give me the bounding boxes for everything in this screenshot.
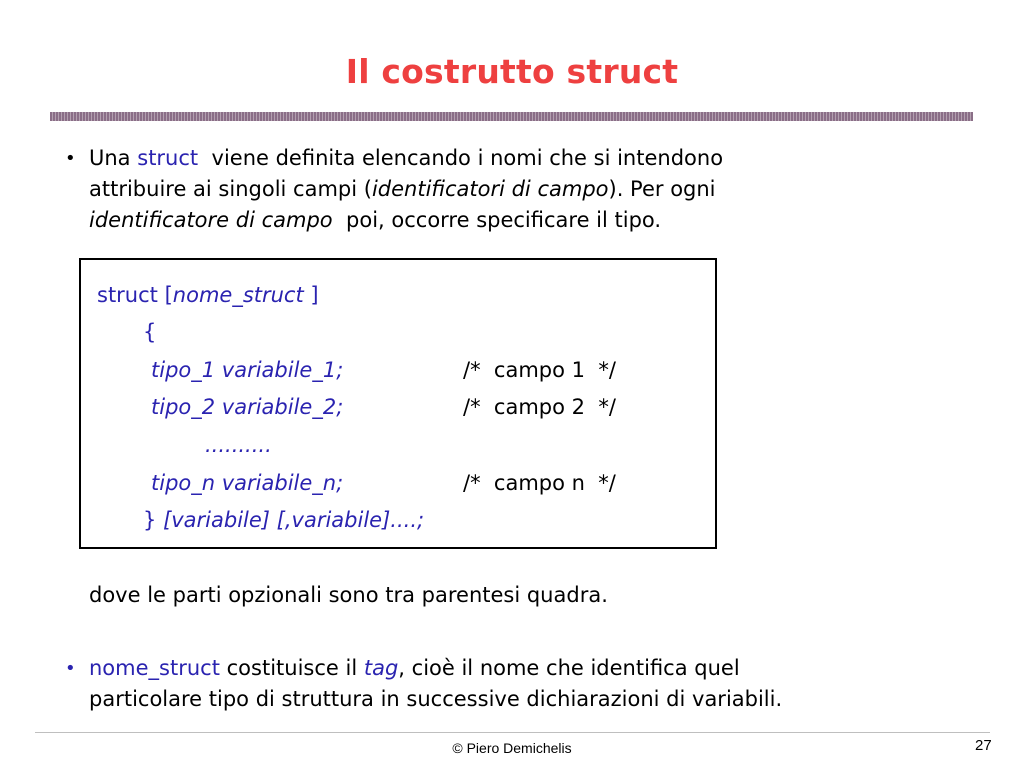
code-line-field-n: tipo_n variabile_n;	[151, 471, 344, 495]
bullet2-line2: particolare tipo di struttura in successive dichiarazioni di variabili.	[89, 687, 783, 711]
footer-author: © Piero Demichelis	[452, 740, 572, 756]
code-box	[79, 258, 717, 549]
code-line-struct: struct [nome_struct ]	[97, 283, 319, 307]
code-comment-n: /* campo n */	[463, 471, 616, 495]
page-number: 27	[975, 737, 992, 754]
bullet-tag	[65, 653, 929, 715]
bullet-dot-icon: •	[65, 658, 76, 679]
code-line-field-2: tipo_2 variabile_2;	[151, 395, 344, 419]
code-line-ellipsis: ..........	[205, 433, 272, 457]
code-comment-2: /* campo 2 */	[463, 395, 616, 419]
bullet1-line1: Una struct viene definita elencando i nomi che si intendono	[89, 146, 724, 170]
slide-title: Il costrutto struct	[345, 52, 679, 91]
bullet-dot-icon: •	[65, 148, 76, 169]
bullet1-line3: identificatore di campo poi, occorre specificare il tipo.	[89, 208, 662, 232]
code-line-field-1: tipo_1 variabile_1;	[151, 358, 344, 382]
title-divider	[50, 112, 973, 121]
code-line-open-brace: {	[143, 320, 157, 344]
bullet-definition	[65, 143, 889, 236]
bullet1-line2: attribuire ai singoli campi (identificatori di campo). Per ogni	[89, 177, 716, 201]
code-comment-1: /* campo 1 */	[463, 358, 616, 382]
footer-divider	[35, 732, 990, 733]
bullet2-line1: nome_struct costituisce il tag, cioè il nome che identifica quel	[89, 656, 740, 680]
code-line-close: } [variabile] [,variabile]....;	[143, 508, 425, 532]
optional-parts-note: dove le parti opzionali sono tra parentesi quadra.	[89, 583, 608, 607]
